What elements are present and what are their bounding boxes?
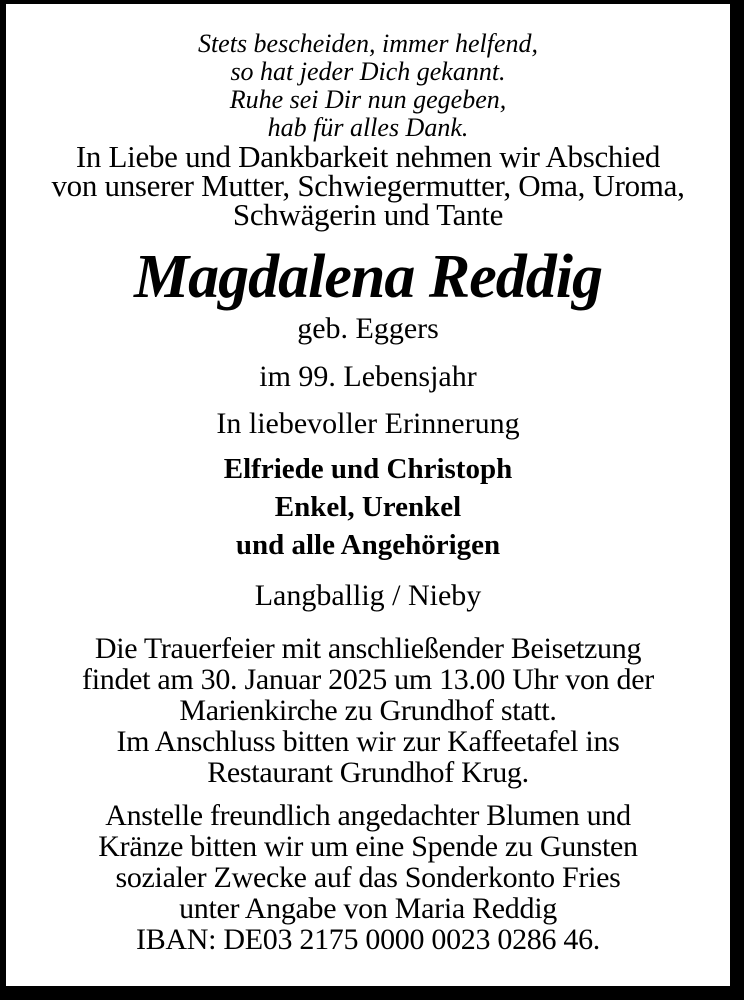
mourner-line: und alle Angehörigen (235, 529, 501, 561)
funeral-line: Im Anschluss bitten wir zur Kaffeetafel ins (116, 725, 620, 758)
notice-content (6, 4, 730, 955)
deceased-name: Magdalena Reddig (134, 243, 602, 311)
donation-line: Kränze bitten wir um eine Spende zu Gunsten (98, 830, 638, 863)
intro-line: Schwägerin und Tante (232, 197, 504, 232)
donation-line: IBAN: DE03 2175 0000 0023 0286 46. (136, 923, 600, 956)
epigraph-line: hab für alles Dank. (267, 113, 469, 142)
donation-info (6, 800, 730, 955)
epigraph-line: so hat jeder Dich gekannt. (230, 57, 506, 86)
farewell-intro (6, 139, 730, 232)
funeral-info (6, 633, 730, 788)
funeral-line: Die Trauerfeier mit anschließender Beisetzung (94, 632, 642, 665)
location-line: Langballig / Nieby (254, 579, 482, 612)
donation-line: unter Angabe von Maria Reddig (179, 892, 557, 925)
mourner-line: Enkel, Urenkel (274, 491, 462, 523)
age-line: im 99. Lebensjahr (259, 360, 477, 393)
donation-line: sozialer Zwecke auf das Sonderkonto Fries (115, 861, 621, 894)
funeral-line: Marienkirche zu Grundhof statt. (179, 694, 557, 727)
epigraph-verse (6, 30, 730, 142)
mourners-list (6, 450, 730, 564)
epigraph-line: Ruhe sei Dir nun gegeben, (229, 85, 507, 114)
funeral-line: findet am 30. Januar 2025 um 13.00 Uhr von der (82, 663, 654, 696)
intro-line: von unserer Mutter, Schwiegermutter, Oma, Uroma, (51, 168, 685, 203)
funeral-line: Restaurant Grundhof Krug. (207, 756, 529, 789)
donation-line: Anstelle freundlich angedachter Blumen und (105, 799, 631, 832)
mourner-line: Elfriede und Christoph (223, 453, 513, 485)
intro-line: In Liebe und Dankbarkeit nehmen wir Abschied (75, 139, 661, 174)
birth-name: geb. Eggers (297, 312, 439, 345)
remembrance-heading: In liebevoller Erinnerung (216, 407, 520, 440)
epigraph-line: Stets bescheiden, immer helfend, (197, 29, 539, 58)
